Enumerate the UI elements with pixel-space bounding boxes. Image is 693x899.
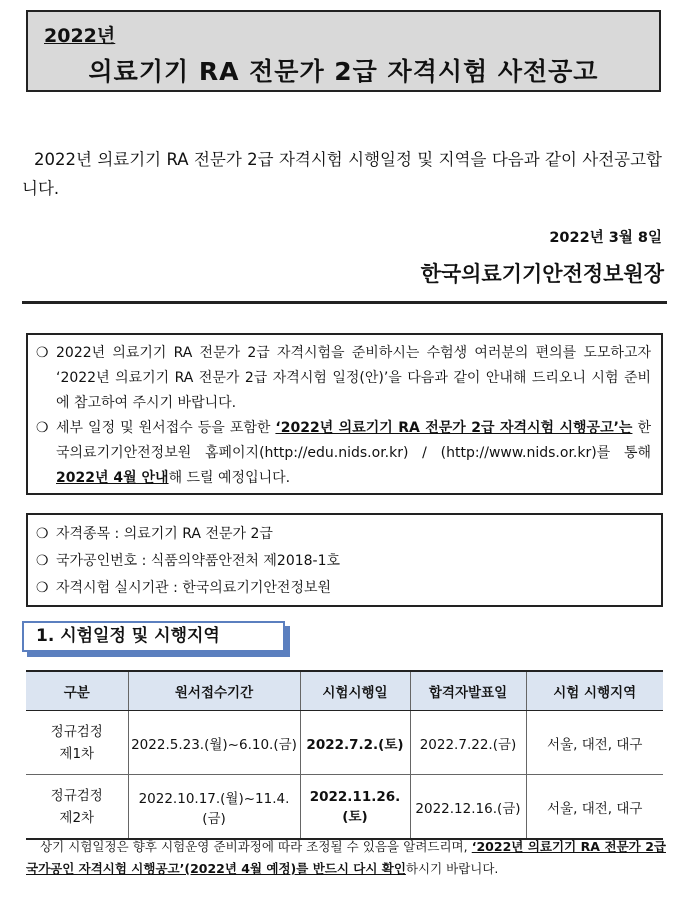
footnote [26,836,666,880]
result-date-cell: 2022.7.22.(금) [410,711,526,775]
footnote-post: 하시기 바랍니다. [405,861,499,876]
header-exam-date: 시험시행일 [300,671,410,711]
exam-date-cell: 2022.7.2.(토) [300,711,410,775]
notice-text-bold2: 2022년 4월 안내 [56,470,169,486]
notice-item [36,341,651,416]
header-application-period: 원서접수기간 [128,671,300,711]
footnote-pre: 상기 시험일정은 향후 시험운영 준비과정에 따라 조정될 수 있음을 알려드리며, [40,839,472,854]
table-row [26,775,663,840]
notice-item-text: 2022년 의료기기 RA 전문가 2급 자격시험을 준비하시는 수험생 여러분의 편의를 도모하고자 ‘2022년 의료기기 RA 전문가 2급 자격시험 일정(안)’을 다음과 같이 안내해 드리오니 시험 준비에 참고하여 주시기 바랍니다. [56,345,651,411]
intro-paragraph: 2022년 의료기기 RA 전문가 2급 자격시험 시행일정 및 지역을 다음과 같이 사전공고합니다. [22,150,662,198]
title-year: 2022년 [44,25,116,47]
info-box [26,513,663,607]
info-item-text: 자격종목 : 의료기기 RA 전문가 2급 [56,526,273,542]
category-cell: 정규검정 제2차 [26,775,128,840]
exam-date-cell: 2022.11.26.(토) [300,775,410,840]
info-item-text: 국가공인번호 : 식품의약품안전처 제2018-1호 [56,553,341,569]
notice-text-pre: 세부 일정 및 원서접수 등을 포함한 [56,420,276,436]
circle-bullet-icon: ❍ [36,553,49,569]
page-title: 의료기기 RA 전문가 2급 자격시험 사전공고 [88,57,599,86]
category-cell: 정규검정 제1차 [26,711,128,775]
notice-text-bold: ‘2022년 의료기기 RA 전문가 2급 자격시험 시행공고’는 [275,420,633,436]
result-date-cell: 2022.12.16.(금) [410,775,526,840]
notice-box [26,333,663,495]
header-category: 구분 [26,671,128,711]
schedule-table [26,670,663,840]
section-heading [22,621,290,657]
exam-region-cell: 서울, 대전, 대구 [526,711,663,775]
circle-bullet-icon: ❍ [36,526,49,542]
application-period-cell: 2022.5.23.(월)~6.10.(금) [128,711,300,775]
exam-region-cell: 서울, 대전, 대구 [526,775,663,840]
info-item [36,575,653,602]
notice-item-text [56,416,651,491]
table-header-row [26,671,663,711]
circle-bullet-icon: ❍ [36,420,49,436]
notice-text-mid: 한국의료기기안전정보원 홈페이지(http://edu.nids.or.kr) / (http://www.nids.or.kr)를 통해 [56,420,651,461]
title-box [26,10,661,92]
application-period-cell: 2022.10.17.(월)~11.4.(금) [128,775,300,840]
circle-bullet-icon: ❍ [36,345,49,361]
divider [22,301,667,304]
notice-item [36,416,651,491]
info-item [36,521,653,548]
section-heading-title: 1. 시험일정 및 시행지역 [22,621,285,652]
table-row [26,711,663,775]
header-exam-region: 시험 시행지역 [526,671,663,711]
announcement-date: 2022년 3월 8일 [549,230,662,246]
notice-text-post: 해 드릴 예정입니다. [168,470,291,486]
footnote-bold: ‘2022년 의료기기 RA 전문가 2급 국가공인 자격시험 시행공고’(2022년 4월 예정)를 반드시 다시 확인 [26,839,666,876]
info-item-text: 자격시험 실시기관 : 한국의료기기안전정보원 [56,580,332,596]
header-result-date: 합격자발표일 [410,671,526,711]
info-item [36,548,653,575]
organization-name: 한국의료기기안전정보원장 [420,262,664,286]
circle-bullet-icon: ❍ [36,580,49,596]
